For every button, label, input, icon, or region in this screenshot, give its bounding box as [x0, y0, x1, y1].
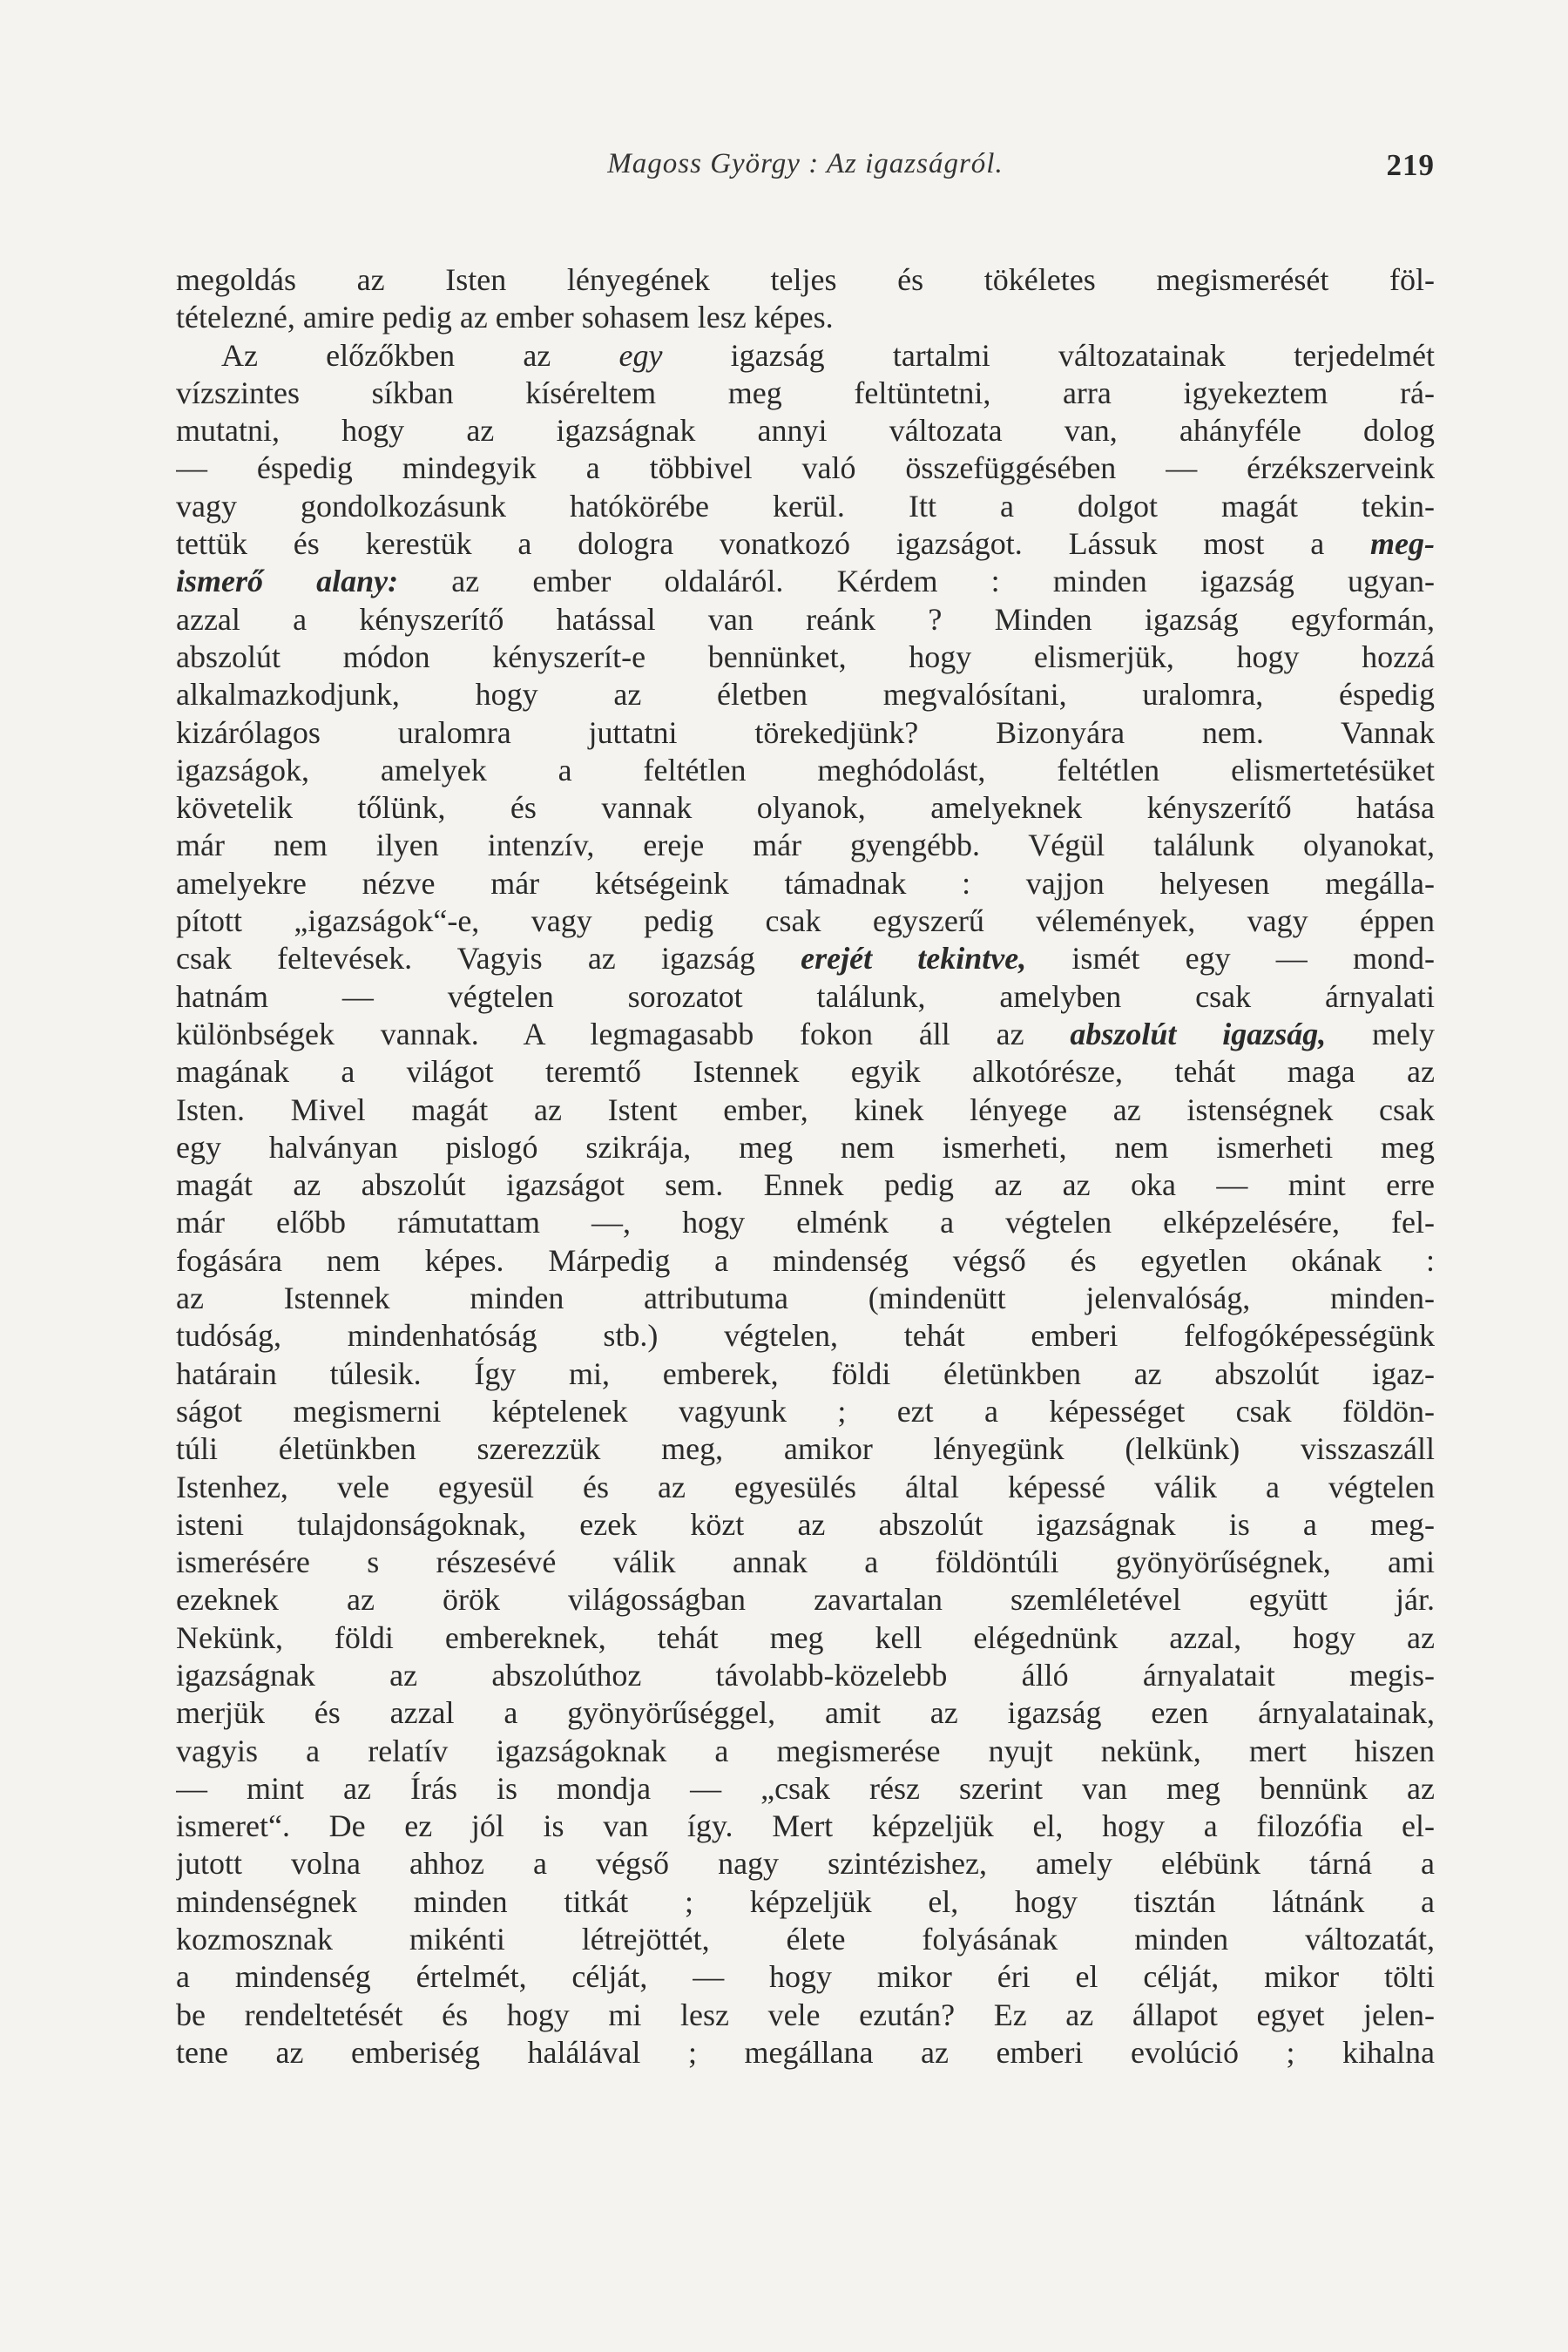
text-line — [176, 752, 1435, 789]
text-segment: a mindenség értelmét, célját, — hogy mikor éri el célját, mikor tölti — [176, 1959, 1435, 1995]
text-line — [176, 1619, 1435, 1657]
text-segment: mutatni, hogy az igazságnak annyi változata van, ahányféle dolog — [176, 413, 1435, 449]
text-segment: tudóság, mindenhatóság stb.) végtelen, tehát emberi felfogóképességünk — [176, 1318, 1435, 1354]
text-segment: ezeknek az örök világosságban zavartalan szemléletével együtt jár. — [176, 1582, 1435, 1618]
text-segment: ságot megismerni képtelenek vagyunk ; ezt a képességet csak földön- — [176, 1393, 1435, 1429]
text-segment: alkalmazkodjunk, hogy az életben megvalósítani, uralomra, éspedig — [176, 677, 1435, 713]
page-number: 219 — [1386, 148, 1435, 182]
text-segment: tételezné, amire pedig az ember sohasem lesz képes. — [176, 300, 834, 335]
text-segment: megoldás az Isten lényegének teljes és tökéletes megismerését föl- — [176, 262, 1435, 297]
text-segment: be rendeltetését és hogy mi lesz vele ezután? Ez az állapot egyet jelen- — [176, 1997, 1435, 2032]
text-line — [176, 601, 1435, 639]
text-line — [176, 1393, 1435, 1430]
text-segment: amelyekre nézve már kétségeink támadnak : vajjon helyesen megálla- — [176, 865, 1435, 901]
text-line — [176, 525, 1435, 563]
text-line — [176, 449, 1435, 487]
text-segment: az Istennek minden attributuma (mindenütt jelenvalóság, minden- — [176, 1281, 1435, 1316]
text-segment: az ember oldaláról. Kérdem : minden igazság ugyan- — [398, 564, 1435, 599]
text-segment: abszolút módon kényszerít-e bennünket, hogy elismerjük, hogy hozzá — [176, 639, 1435, 674]
text-segment: jutott volna ahhoz a végső nagy szintézishez, amely elébünk tárná a — [176, 1846, 1435, 1882]
text-line — [176, 1242, 1435, 1280]
text-line — [176, 1016, 1435, 1053]
text-line — [176, 1770, 1435, 1808]
text-line — [176, 1958, 1435, 1996]
text-segment: magának a világot teremtő Istennek egyik alkotórésze, tehát maga az — [176, 1054, 1435, 1090]
emphasized-text: meg- — [1370, 526, 1435, 562]
text-line — [176, 1355, 1435, 1393]
text-line — [176, 1204, 1435, 1241]
text-segment: túli életünkben szerezzük meg, amikor lényegünk (lelkünk) visszaszáll — [176, 1431, 1435, 1467]
text-line — [176, 2034, 1435, 2072]
text-line — [176, 827, 1435, 864]
text-segment: kizárólagos uralomra juttatni törekedjünk? Bizonyára nem. Vannak — [176, 714, 1435, 750]
text-line — [176, 412, 1435, 449]
text-line — [176, 375, 1435, 412]
text-segment: Isten. Mivel magát az Istent ember, kinek lényege az istenségnek csak — [176, 1092, 1435, 1127]
text-segment: vagy gondolkozásunk hatókörébe kerül. Itt a dolgot magát tekin- — [176, 488, 1435, 524]
text-segment: merjük és azzal a gyönyörűséggel, amit az igazság ezen árnyalatainak, — [176, 1695, 1435, 1731]
text-line — [176, 261, 1435, 299]
text-segment: igazságok, amelyek a feltétlen meghódolást, feltétlen elismertetésüket — [176, 752, 1435, 787]
text-line — [176, 1469, 1435, 1506]
text-line — [176, 978, 1435, 1016]
text-line — [176, 1657, 1435, 1694]
text-line — [176, 1733, 1435, 1770]
text-segment: már nem ilyen intenzív, ereje már gyengébb. Végül találunk olyanokat, — [176, 828, 1435, 863]
text-segment: különbségek vannak. A legmagasabb fokon áll az — [176, 1016, 1071, 1051]
text-line — [176, 1581, 1435, 1619]
text-segment: Az előzőkben az — [221, 337, 619, 373]
text-segment: igazság tartalmi változatainak terjedelmét — [662, 337, 1435, 373]
text-segment: követelik tőlünk, és vannak olyanok, amelyeknek kényszerítő hatása — [176, 790, 1435, 826]
emphasized-text: abszolút igazság, — [1070, 1016, 1327, 1051]
text-segment: fogására nem képes. Márpedig a mindenség végső és egyetlen okának : — [176, 1242, 1435, 1278]
running-title: Magoss György : Az igazságról. — [607, 148, 1004, 179]
text-line — [176, 1506, 1435, 1544]
emphasized-text: ismerő alany: — [176, 564, 399, 599]
text-segment: ismét egy — mond- — [1026, 941, 1435, 977]
text-line — [176, 1166, 1435, 1204]
text-line — [176, 1921, 1435, 1958]
text-line — [176, 1997, 1435, 2034]
text-line — [176, 1129, 1435, 1166]
text-segment: — mint az Írás is mondja — „csak rész szerint van meg bennünk az — [176, 1770, 1435, 1806]
text-line — [176, 714, 1435, 752]
text-segment: vízszintes síkban kíséreltem meg feltüntetni, arra igyekeztem rá- — [176, 375, 1435, 410]
text-line — [176, 639, 1435, 676]
text-line — [176, 1317, 1435, 1355]
text-line — [176, 1808, 1435, 1845]
text-line — [176, 299, 1435, 336]
text-segment: vagyis a relatív igazságoknak a megismerése nyujt nekünk, mert hiszen — [176, 1733, 1435, 1768]
text-segment: tene az emberiség halálával ; megállana az emberi evolúció ; kihalna — [176, 2034, 1435, 2070]
text-segment: csak feltevések. Vagyis az igazság — [176, 941, 801, 977]
body-text — [176, 261, 1435, 2072]
text-line — [176, 676, 1435, 713]
text-line — [176, 1694, 1435, 1732]
text-line — [176, 865, 1435, 902]
text-line — [176, 1544, 1435, 1581]
text-segment: azzal a kényszerítő hatással van reánk ? Minden igazság egyformán, — [176, 601, 1435, 637]
emphasized-text: egy — [618, 337, 663, 373]
text-segment: igazságnak az abszolúthoz távolabb-közelebb álló árnyalatait megis- — [176, 1657, 1435, 1693]
text-segment: pított „igazságok“-e, vagy pedig csak egyszerű vélemények, vagy éppen — [176, 903, 1435, 939]
text-segment: mely — [1326, 1016, 1435, 1051]
text-segment: mindenségnek minden titkát ; képzeljük el, hogy tisztán látnánk a — [176, 1883, 1435, 1919]
text-line — [176, 1280, 1435, 1317]
text-segment: magát az abszolút igazságot sem. Ennek pedig az az oka — mint erre — [176, 1167, 1435, 1203]
running-head — [176, 148, 1435, 192]
text-line — [176, 337, 1435, 375]
text-segment: egy halványan pislogó szikrája, meg nem ismerheti, nem ismerheti meg — [176, 1129, 1435, 1165]
text-segment: isteni tulajdonságoknak, ezek közt az abszolút igazságnak is a meg- — [176, 1506, 1435, 1542]
text-line — [176, 1092, 1435, 1129]
text-segment: ismerésére s részesévé válik annak a földöntúli gyönyörűségnek, ami — [176, 1544, 1435, 1580]
text-segment: Nekünk, földi embereknek, tehát meg kell elégednünk azzal, hogy az — [176, 1619, 1435, 1655]
text-line — [176, 789, 1435, 827]
text-segment: Istenhez, vele egyesül és az egyesülés által képessé válik a végtelen — [176, 1469, 1435, 1504]
text-line — [176, 940, 1435, 977]
text-segment: — éspedig mindegyik a többivel való összefüggésében — érzékszerveink — [176, 450, 1435, 486]
text-line — [176, 1845, 1435, 1882]
text-line — [176, 1053, 1435, 1091]
text-line — [176, 1430, 1435, 1468]
text-segment: már előbb rámutattam —, hogy elménk a végtelen elképzelésére, fel- — [176, 1205, 1435, 1240]
text-line — [176, 488, 1435, 525]
text-segment: hatnám — végtelen sorozatot találunk, amelyben csak árnyalati — [176, 978, 1435, 1014]
text-segment: kozmosznak mikénti létrejöttét, élete folyásának minden változatát, — [176, 1922, 1435, 1957]
text-line — [176, 1883, 1435, 1921]
text-segment: tettük és kerestük a dologra vonatkozó igazságot. Lássuk most a — [176, 526, 1371, 562]
text-line — [176, 902, 1435, 940]
text-segment: ismeret“. De ez jól is van így. Mert képzeljük el, hogy a filozófia el- — [176, 1808, 1435, 1844]
text-segment: határain túlesik. Így mi, emberek, földi életünkben az abszolút igaz- — [176, 1355, 1435, 1391]
text-line — [176, 563, 1435, 600]
emphasized-text: erejét tekintve, — [801, 941, 1027, 977]
